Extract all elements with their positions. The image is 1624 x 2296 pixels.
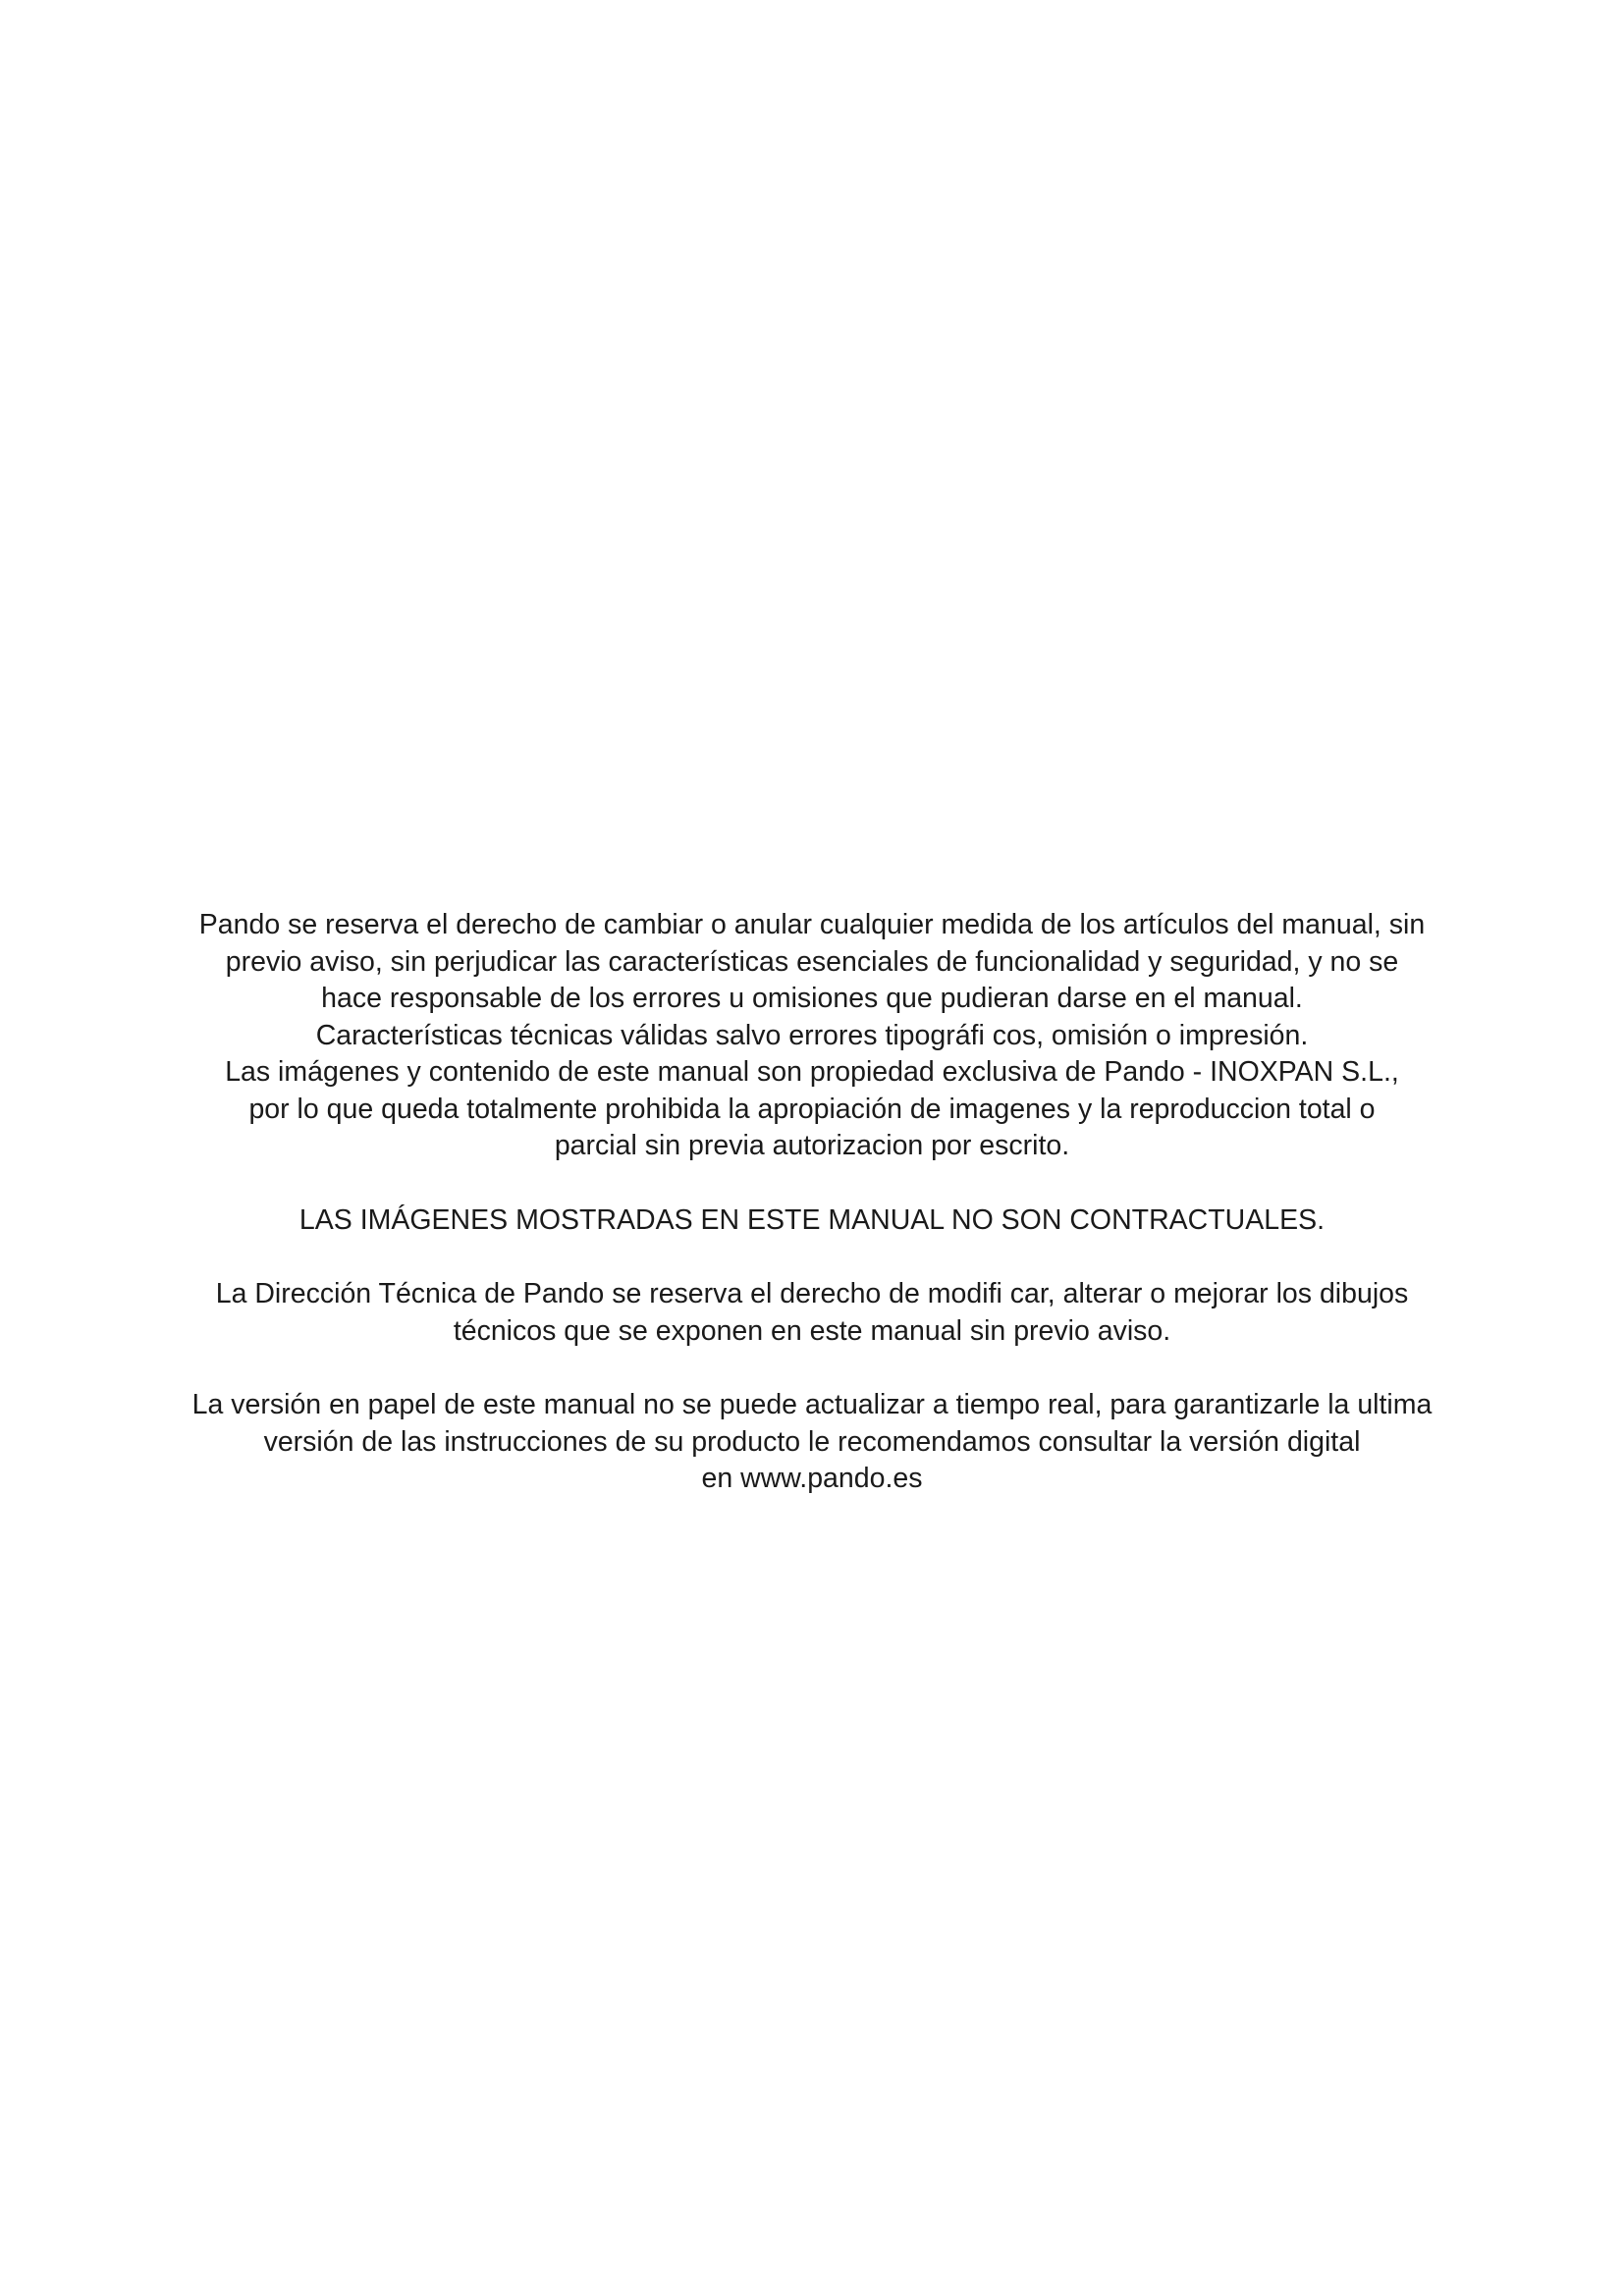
digital-version-paragraph bbox=[0, 1387, 1624, 1498]
rights-line: previo aviso, sin perjudicar las características esenciales de funcionalidad y seguridad, y no se bbox=[225, 945, 1399, 978]
rights-line: Pando se reserva el derecho de cambiar o anular cualquier medida de los artículos del manual, sin bbox=[198, 909, 1426, 940]
spacer bbox=[0, 1239, 1624, 1276]
digital-line: La versión en papel de este manual no se puede actualizar a tiempo real, para garantizarle la ultima bbox=[191, 1389, 1433, 1420]
drawings-line: La Dirección Técnica de Pando se reserva el derecho de modifi car, alterar o mejorar los dibujos bbox=[215, 1278, 1409, 1309]
rights-line: parcial sin previa autorizacion por escrito. bbox=[554, 1130, 1070, 1161]
rights-line: Características técnicas válidas salvo errores tipográfi cos, omisión o impresión. bbox=[315, 1019, 1309, 1051]
non-contractual-notice bbox=[0, 1202, 1624, 1240]
disclaimer-block bbox=[0, 907, 1624, 1498]
digital-line: versión de las instrucciones de su producto le recomendamos consultar la versión digital bbox=[263, 1425, 1361, 1458]
notice-line: LAS IMÁGENES MOSTRADAS EN ESTE MANUAL NO SON CONTRACTUALES. bbox=[298, 1203, 1326, 1236]
rights-line: Las imágenes y contenido de este manual son propiedad exclusiva de Pando - INOXPAN S.L., bbox=[225, 1056, 1399, 1088]
spacer bbox=[0, 1165, 1624, 1202]
technical-drawings-paragraph bbox=[0, 1276, 1624, 1350]
rights-paragraph bbox=[0, 907, 1624, 1165]
drawings-line: técnicos que se exponen en este manual sin previo aviso. bbox=[453, 1314, 1171, 1347]
rights-line: hace responsable de los errores u omisiones que pudieran darse en el manual. bbox=[321, 983, 1303, 1014]
spacer bbox=[0, 1350, 1624, 1387]
rights-line: por lo que queda totalmente prohibida la apropiación de imagenes y la reproduccion total o bbox=[248, 1093, 1376, 1125]
digital-line: en www.pando.es bbox=[701, 1463, 923, 1494]
